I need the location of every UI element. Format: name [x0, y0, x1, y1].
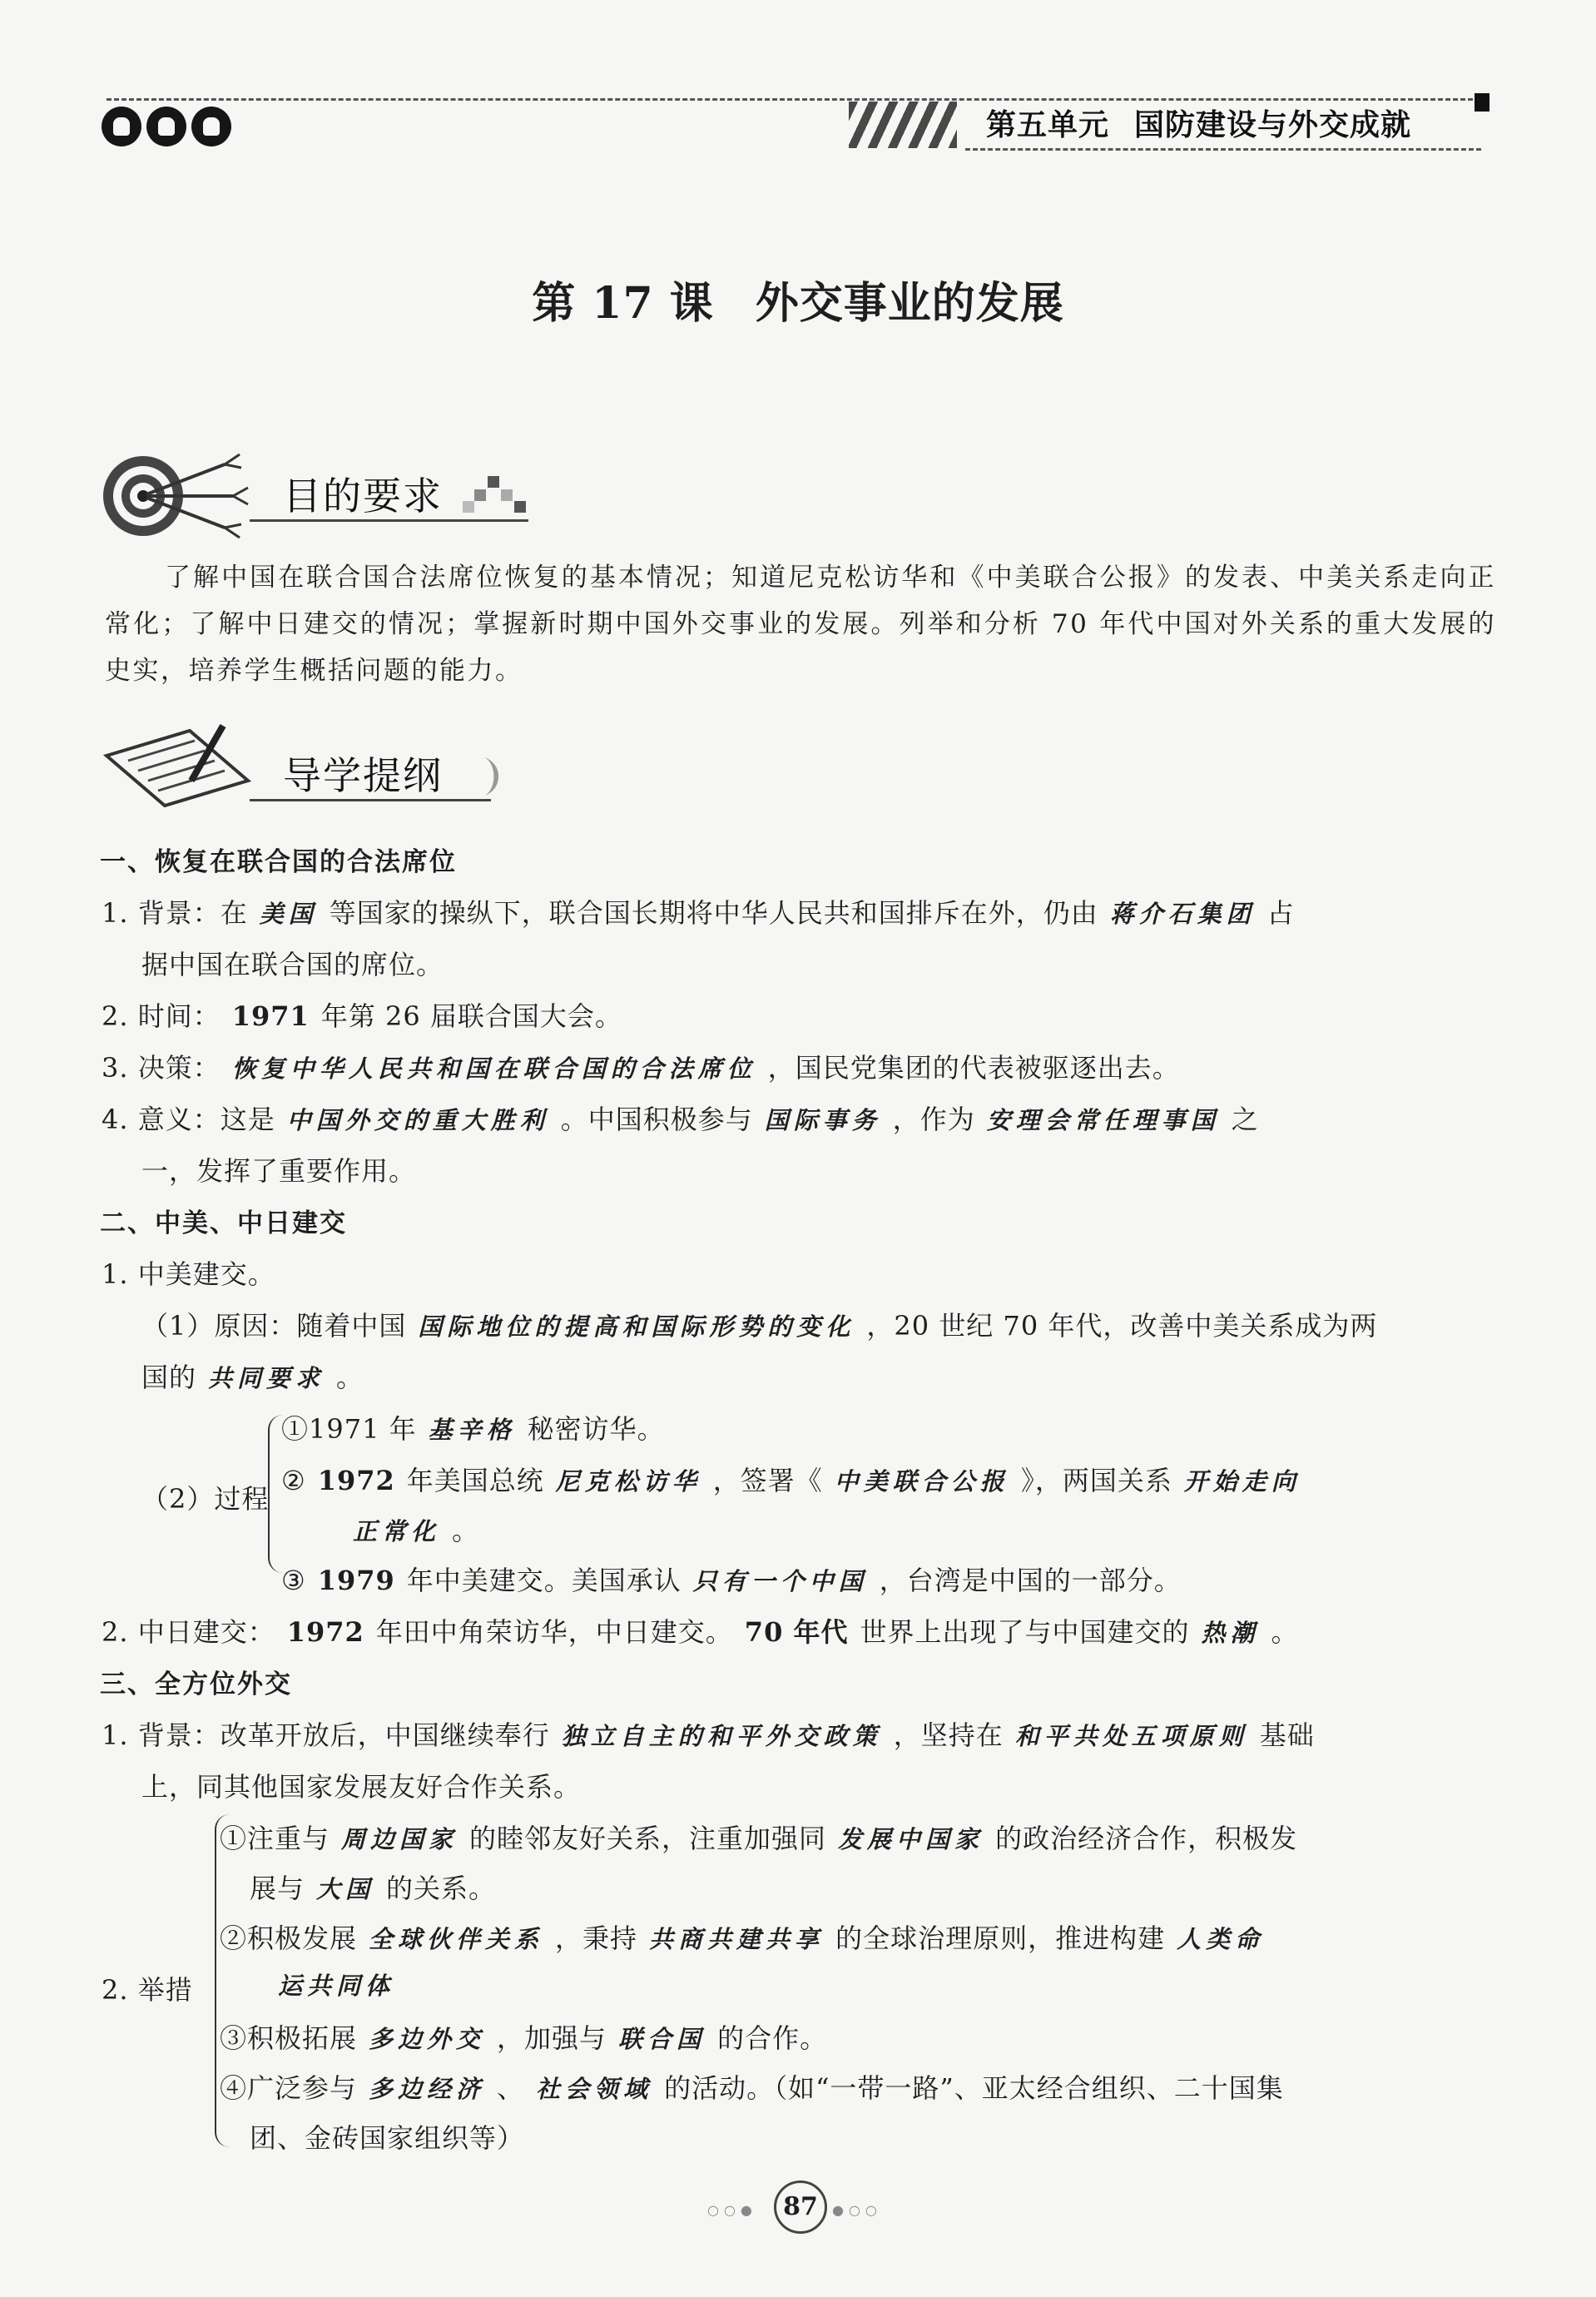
s1-item-2	[102, 995, 622, 1034]
s1-item-1	[102, 892, 1295, 930]
text: 的关系。	[386, 1873, 497, 1904]
section-3-title: 三、全方位外交	[100, 1669, 292, 1699]
measure-1	[220, 1818, 1297, 1856]
text: ①注重与	[220, 1823, 330, 1854]
text: ，国民党集团的代表被驱逐出去。	[767, 1052, 1180, 1084]
text: 。	[452, 1515, 480, 1546]
objectives-underline	[250, 519, 528, 522]
text: 年中美建交。美国承认	[406, 1565, 682, 1596]
text: 》，两国关系	[1020, 1465, 1172, 1496]
s2-item-2	[102, 1611, 1299, 1650]
thumb-icon	[102, 107, 141, 146]
text: 年第 26 届联合国大会。	[320, 1000, 622, 1032]
text: 的政治经济合作，积极发	[995, 1823, 1298, 1854]
answer: 运共同体	[278, 1972, 395, 2000]
header-stripes	[849, 102, 957, 148]
text: 等国家的操纵下，联合国长期将中华人民共和国排斥在外，仍由	[329, 897, 1098, 929]
text: 年美国总统	[406, 1465, 544, 1496]
answer: 1979	[317, 1565, 395, 1596]
text: 2. 中日建交：	[102, 1616, 275, 1648]
answer: 1972	[317, 1465, 395, 1496]
s2-reason	[141, 1305, 1377, 1343]
answer: 恢复中华人民共和国在联合国的合法席位	[231, 1054, 756, 1083]
text: 、	[497, 2072, 525, 2104]
text: 。中国积极参与	[560, 1104, 753, 1135]
answer: 正常化	[353, 1517, 441, 1545]
answer: 多边外交	[369, 2025, 486, 2053]
answer: 70 年代	[744, 1616, 849, 1648]
header-icons	[102, 107, 231, 146]
text: ②	[281, 1465, 306, 1496]
answer: 1971	[231, 1000, 310, 1032]
process-step-3	[281, 1560, 1182, 1598]
process-step-2	[281, 1460, 1312, 1498]
s2-item-1: 1. 中美建交。	[102, 1258, 275, 1290]
answer: 大国	[316, 1875, 375, 1903]
answer: 美国	[259, 900, 318, 928]
text: ，秉持	[555, 1922, 638, 1954]
text: ，加强与	[497, 2022, 607, 2054]
page-number: 87	[774, 2180, 827, 2234]
measures-label: 2. 举措	[102, 1974, 193, 2006]
text: 1. 背景：在	[102, 897, 248, 929]
objectives-text: 了解中国在联合国合法席位恢复的基本情况；知道尼克松访华和《中美联合公报》的发表、中美关系走向正常化；了解中日建交的情况；掌握新时期中国外交事业的发展。列举和分析 70 年代中国对外关系的重大发展的史实，培养学生概括问题的能力。	[105, 563, 1496, 686]
outline-underline	[250, 799, 491, 801]
answer: 热潮	[1201, 1619, 1260, 1647]
answer: 多边经济	[369, 2075, 486, 2103]
answer: 共同要求	[208, 1364, 325, 1392]
process-step-2-cont	[341, 1510, 479, 1548]
page-dots-right: ●○○	[832, 2202, 882, 2218]
unit-header	[986, 102, 1411, 144]
text: ，20 世纪 70 年代，改善中美关系成为两	[866, 1310, 1378, 1342]
answer: 和平共处五项原则	[1014, 1722, 1248, 1750]
text: ，签署《	[712, 1465, 823, 1496]
text: 4. 意义：这是	[102, 1104, 275, 1135]
answer: 中美联合公报	[834, 1467, 1009, 1496]
objectives-heading: 目的要求	[283, 474, 443, 518]
answer: 共商共建共享	[649, 1925, 825, 1953]
answer: 联合国	[618, 2025, 706, 2053]
text: 2. 时间：	[102, 1000, 221, 1032]
answer: 发展中国家	[838, 1825, 984, 1853]
outline-heading: 导学提纲	[283, 753, 443, 798]
answer: 开始走向	[1183, 1467, 1301, 1496]
text: 的睦邻友好关系，注重加强同	[469, 1823, 827, 1854]
measure-4	[220, 2067, 1284, 2106]
text: 的合作。	[717, 2022, 828, 2054]
measure-3	[220, 2017, 827, 2056]
s1-item-3	[102, 1047, 1180, 1085]
pixel-squares-icon	[463, 476, 529, 516]
text: （1）原因：随着中国	[141, 1310, 407, 1342]
text: 世界上出现了与中国建交的	[860, 1616, 1190, 1648]
header-marker	[1475, 93, 1489, 112]
text: ①1971 年	[281, 1413, 417, 1445]
header-dashed-line	[107, 98, 1488, 101]
text: 的全球治理原则，推进构建	[835, 1922, 1166, 1954]
measure-2-cont	[266, 1967, 406, 2002]
text: ，坚持在	[893, 1719, 1004, 1751]
text: 年田中角荣访华，中日建交。	[375, 1616, 733, 1648]
unit-title: 国防建设与外交成就	[1134, 108, 1412, 142]
process-label: （2）过程	[141, 1483, 270, 1515]
half-moon-icon	[479, 756, 513, 797]
text: 秘密访华。	[527, 1413, 665, 1445]
answer: 安理会常任理事国	[986, 1106, 1220, 1134]
answer: 1972	[286, 1616, 364, 1648]
section-1-title: 一、恢复在联合国的合法席位	[100, 847, 457, 877]
s1-item-4-cont: 一，发挥了重要作用。	[141, 1155, 417, 1187]
text: 占	[1266, 897, 1295, 929]
measure-2	[220, 1917, 1276, 1956]
text: ④广泛参与	[220, 2072, 358, 2104]
answer: 人类命	[1177, 1925, 1265, 1953]
hand-icon	[191, 107, 231, 146]
answer: 社会领域	[536, 2075, 653, 2103]
measure-4-cont: 团、金砖国家组织等）	[250, 2122, 525, 2154]
text: ②积极发展	[220, 1922, 358, 1954]
s2-reason-cont	[141, 1357, 364, 1395]
answer: 国际事务	[764, 1106, 881, 1134]
s1-item-4	[102, 1099, 1259, 1137]
text: 展与	[250, 1873, 305, 1904]
text: ③积极拓展	[220, 2022, 358, 2054]
text: ，作为	[892, 1104, 975, 1135]
answer: 周边国家	[341, 1825, 458, 1853]
text: ③	[281, 1565, 306, 1596]
thumb-icon	[146, 107, 186, 146]
header-underline	[965, 148, 1481, 151]
target-icon	[100, 448, 275, 539]
s3-item-1	[102, 1714, 1315, 1753]
text: 基础	[1259, 1719, 1315, 1751]
answer: 国际地位的提高和国际形势的变化	[418, 1312, 855, 1341]
answer: 只有一个中国	[692, 1567, 868, 1595]
answer: 独立自主的和平外交政策	[561, 1722, 882, 1750]
text: 之	[1231, 1104, 1259, 1135]
lesson-title	[0, 268, 1596, 330]
lesson-number: 第 17 课	[532, 278, 714, 329]
lesson-name: 外交事业的发展	[755, 278, 1064, 329]
measure-1-cont	[250, 1868, 496, 1906]
process-step-1	[281, 1408, 665, 1446]
text: 。	[1271, 1616, 1299, 1648]
answer: 中国外交的重大胜利	[286, 1106, 549, 1134]
text: 1. 背景：改革开放后，中国继续奉行	[102, 1719, 550, 1751]
section-2-title: 二、中美、中日建交	[100, 1208, 347, 1238]
answer: 基辛格	[428, 1416, 516, 1444]
answer: 蒋介石集团	[1109, 900, 1256, 928]
unit-number: 第五单元	[986, 108, 1110, 142]
answer: 全球伙伴关系	[369, 1925, 544, 1953]
notebook-pen-icon	[98, 722, 256, 814]
text: 。	[336, 1362, 364, 1393]
s1-item-1-cont: 据中国在联合国的席位。	[141, 949, 444, 980]
answer: 尼克松访华	[555, 1467, 701, 1496]
text: ，台湾是中国的一部分。	[879, 1565, 1182, 1596]
text: 国的	[141, 1362, 197, 1393]
text: 3. 决策：	[102, 1052, 221, 1084]
s3-item-1-cont: 上，同其他国家发展友好合作关系。	[141, 1771, 582, 1803]
text: 的活动。（如“一带一路”、亚太经合组织、二十国集	[664, 2072, 1284, 2104]
page-dots-left: ○○●	[707, 2202, 757, 2218]
